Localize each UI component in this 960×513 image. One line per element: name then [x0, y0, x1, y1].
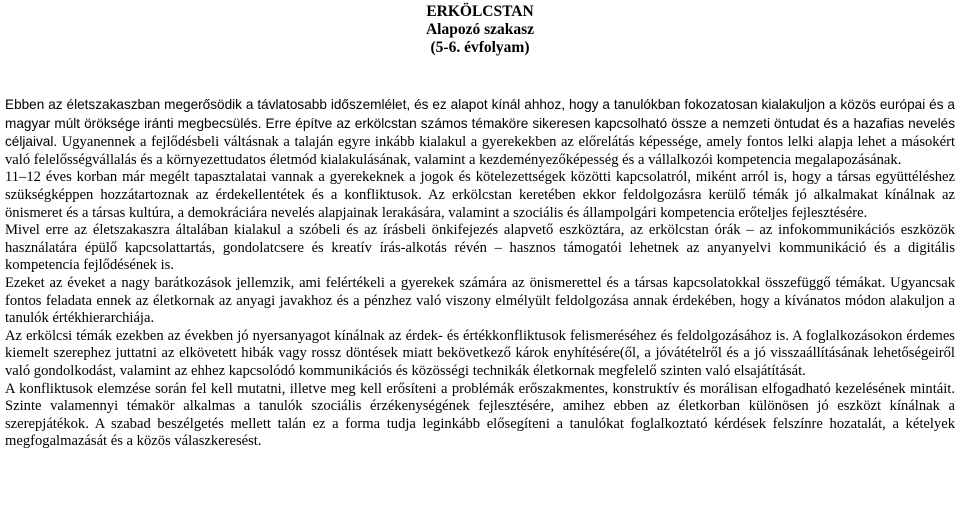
paragraph-6: A konfliktusok elemzése során fel kell mutatni, illetve meg kell erősíteni a problémák erőszakmentes, konstruktív és morálisan elfogadható kezelésének mintáit. Szinte valamennyi témakör alkalmas a tanulók szociális érzékenységének fejlesztésére, amihez ebben az életkorban különösen jó eszközt kínálnak a szerepjátékok. A szabad beszélgetés mellett talán ez a forma tudja leginkább elősegíteni a tanulókat foglalkoztató kérdések felszínre hozatalát, a kételyek megfogalmazását és a közös válaszkeresést.: [5, 380, 955, 450]
paragraph-1-intro: Ebben az életszakaszban megerősödik a távlatosabb időszemlélet, és ez alapot kínál ahhoz, hogy a tanulókban fokozatosan kialakuljon a közös európai és a magyar múlt öröksége iránti megbecsülés. Erre építve az erkölcstan számos témaköre sikeresen kapcsolható össze a nemzeti öntudat és a hazafias nevelés céljaival.: [5, 97, 955, 150]
paragraph-4: Ezeket az éveket a nagy barátkozások jellemzik, ami felértékeli a gyerekek számára az önismerettel és a társas kapcsolatokkal összefüggő témákat. Ugyancsak fontos feladata ennek az életkornak az anyagi javakhoz és a pénzhez való viszony elmélyült feldolgozása annak érdekében, hogy a kívánatos módon alakuljon a tanulók értékhierarchiája.: [5, 274, 955, 327]
document-title: ERKÖLCSTAN: [426, 3, 534, 20]
document-header: [0, 3, 960, 57]
paragraph-2: 11–12 éves korban már megélt tapasztalatai vannak a gyerekeknek a jogok és kötelezettségek közötti kapcsolatról, miként arról is, hogy a társas együttéléshez szükségképpen hozzátartoznak az érdekellentétek és a konfliktusok. Az erkölcstan keretében ekkor feldolgozásra kerülő témák jó alkalmakat kínálnak az önismeret és a társas kultúra, a demokráciára nevelés alapjainak lerakására, valamint a szociális és állampolgári kompetencia erőteljes fejlesztésére.: [5, 169, 955, 221]
grade-range: (5-6. évfolyam): [430, 39, 530, 56]
paragraph-1-continuation: Ugyanennek a fejlődésbeli váltásnak a talaján egyre inkább kialakul a gyerekekben az előrelátás képessége, amely fontos lelki alapja lehet a másokért való felelősségvállalás és a környezettudatos életmód kialakulásának, valamint a kezdeményezőképesség és a vállalkozói kompetencia megalapozásának.: [5, 134, 955, 168]
document-subtitle: Alapozó szakasz: [425, 21, 535, 38]
document-body: [5, 96, 955, 451]
paragraph-1: [5, 96, 955, 169]
paragraph-5: Az erkölcsi témák ezekben az években jó nyersanyagot kínálnak az érdek- és értékkonfliktusok felismeréséhez és feldolgozásához is. A foglalkozásokon érdemes kiemelt szerephez juttatni az elkövetett hibák vagy rossz döntések miatt bekövetkező károk enyhítésére(ől, a jóvátételről és a jó visszaállításának lehetőségeiről való gondolkodást, valamint az ehhez kapcsolódó kommunikációs és közösségi technikák életkornak megfelelő szinten való elsajátítását.: [5, 327, 955, 379]
paragraph-3: Mivel erre az életszakaszra általában kialakul a szóbeli és az írásbeli önkifejezés alapvető eszköztára, az erkölcstan órák – az infokommunikációs eszközök használatára épülő kapcsolattartás, gondolatcsere és kreatív írás-alkotás révén – hasznos támogatói lehetnek az anyanyelvi kommunikáció és a digitális kompetencia fejlődésének is.: [5, 222, 955, 274]
